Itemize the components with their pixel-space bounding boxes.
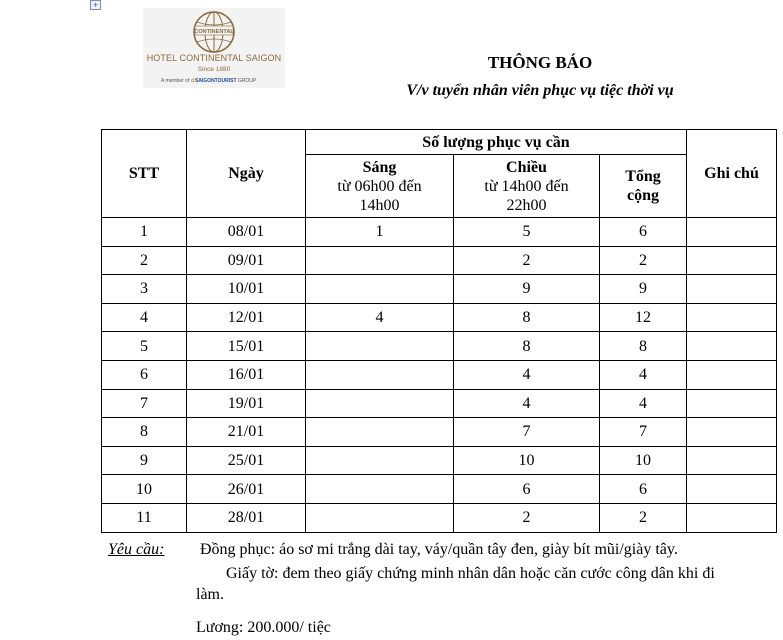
member-prefix: A member of — [161, 78, 190, 84]
cell-date: 21/01 — [187, 418, 306, 447]
globe-emblem-icon — [189, 9, 239, 55]
cell-afternoon: 8 — [454, 332, 600, 361]
cell-date: 12/01 — [187, 303, 306, 332]
cell-date: 09/01 — [187, 246, 306, 275]
table-row — [102, 475, 777, 504]
header-stt: STT — [102, 130, 187, 218]
header-afternoon — [454, 155, 600, 218]
table-row — [102, 303, 777, 332]
total-label: Tổng cộng — [625, 168, 661, 204]
cell-afternoon: 6 — [454, 475, 600, 504]
cell-total: 8 — [600, 332, 687, 361]
afternoon-time: từ 14h00 đến 22h00 — [484, 177, 569, 214]
documents-line1: Giấy tờ: đem theo giấy chứng minh nhân dân hoặc căn cước công dân khi đi — [226, 565, 715, 582]
cell-date: 10/01 — [187, 275, 306, 304]
header-total — [600, 155, 687, 218]
salary-text: Lương: 200.000/ tiệc — [196, 619, 331, 636]
uniform-text: Đồng phục: áo sơ mi trắng dài tay, váy/quần tây đen, giày bít mũi/giày tây. — [200, 541, 678, 558]
cell-morning: 1 — [306, 218, 454, 247]
cell-note — [687, 303, 777, 332]
documents-text-b — [196, 584, 224, 605]
cell-morning — [306, 475, 454, 504]
page-subtitle: V/v tuyển nhân viên phục vụ tiệc thời vụ — [406, 82, 674, 99]
header-date: Ngày — [187, 130, 306, 218]
cell-date: 08/01 — [187, 218, 306, 247]
cell-total: 2 — [600, 503, 687, 532]
cell-morning: 4 — [306, 303, 454, 332]
cell-note — [687, 246, 777, 275]
cell-morning — [306, 246, 454, 275]
member-brand: SAIGONTOURIST — [194, 78, 237, 84]
cell-afternoon: 9 — [454, 275, 600, 304]
cell-stt: 5 — [102, 332, 187, 361]
documents-line2: làm. — [196, 586, 224, 603]
table-row — [102, 446, 777, 475]
cell-note — [687, 360, 777, 389]
layout-anchor-icon[interactable]: + — [90, 0, 101, 10]
morning-label: Sáng — [362, 158, 397, 176]
cell-date: 15/01 — [187, 332, 306, 361]
cell-note — [687, 218, 777, 247]
header-morning — [306, 155, 454, 218]
afternoon-label: Chiều — [506, 158, 547, 176]
cell-total: 6 — [600, 475, 687, 504]
table-row — [102, 389, 777, 418]
cell-total: 6 — [600, 218, 687, 247]
cell-morning — [306, 503, 454, 532]
cell-afternoon: 4 — [454, 389, 600, 418]
header-quantity-group: Số lượng phục vụ cần — [306, 130, 687, 155]
cell-stt: 10 — [102, 475, 187, 504]
cell-morning — [306, 418, 454, 447]
cell-stt: 4 — [102, 303, 187, 332]
cell-stt: 3 — [102, 275, 187, 304]
cell-date: 19/01 — [187, 389, 306, 418]
cell-note — [687, 475, 777, 504]
header-note: Ghi chú — [687, 130, 777, 218]
cell-afternoon: 8 — [454, 303, 600, 332]
emblem-text: CONTINENTAL — [194, 29, 234, 35]
cell-note — [687, 275, 777, 304]
table-row — [102, 246, 777, 275]
cell-stt: 7 — [102, 389, 187, 418]
cell-afternoon: 2 — [454, 503, 600, 532]
cell-afternoon: 4 — [454, 360, 600, 389]
cell-morning — [306, 446, 454, 475]
cell-note — [687, 503, 777, 532]
cell-date: 28/01 — [187, 503, 306, 532]
cell-date: 16/01 — [187, 360, 306, 389]
cell-afternoon: 7 — [454, 418, 600, 447]
cell-morning — [306, 360, 454, 389]
cell-afternoon: 5 — [454, 218, 600, 247]
cell-total: 12 — [600, 303, 687, 332]
requirement-label: Yêu cầu: — [108, 541, 165, 558]
cell-date: 25/01 — [187, 446, 306, 475]
cell-total: 10 — [600, 446, 687, 475]
cell-afternoon: 2 — [454, 246, 600, 275]
cell-afternoon: 10 — [454, 446, 600, 475]
cell-note — [687, 389, 777, 418]
uniform-line — [108, 539, 678, 560]
cell-total: 9 — [600, 275, 687, 304]
cell-stt: 9 — [102, 446, 187, 475]
cell-morning — [306, 389, 454, 418]
cell-stt: 11 — [102, 503, 187, 532]
cell-morning — [306, 332, 454, 361]
member-line — [161, 78, 281, 84]
hotel-since: Since 1880 — [197, 66, 231, 73]
cell-total: 2 — [600, 246, 687, 275]
cell-stt: 8 — [102, 418, 187, 447]
table-row — [102, 418, 777, 447]
cell-stt: 1 — [102, 218, 187, 247]
table-row — [102, 503, 777, 532]
table-row — [102, 360, 777, 389]
staffing-table — [101, 129, 777, 533]
cell-note — [687, 446, 777, 475]
member-suffix: GROUP — [237, 78, 257, 84]
morning-time: từ 06h00 đến 14h00 — [337, 177, 422, 214]
cell-note — [687, 418, 777, 447]
cell-total: 4 — [600, 389, 687, 418]
table-row — [102, 332, 777, 361]
cell-date: 26/01 — [187, 475, 306, 504]
saigontourist-icon: ✿ — [190, 78, 195, 84]
hotel-logo — [143, 8, 285, 88]
cell-total: 4 — [600, 360, 687, 389]
page-title: THÔNG BÁO — [487, 53, 593, 72]
cell-morning — [306, 275, 454, 304]
documents-text-a — [226, 563, 715, 584]
cell-total: 7 — [600, 418, 687, 447]
cell-stt: 2 — [102, 246, 187, 275]
table-row — [102, 218, 777, 247]
table-row — [102, 275, 777, 304]
hotel-name: HOTEL CONTINENTAL SAIGON — [146, 53, 282, 63]
cell-stt: 6 — [102, 360, 187, 389]
cell-note — [687, 332, 777, 361]
